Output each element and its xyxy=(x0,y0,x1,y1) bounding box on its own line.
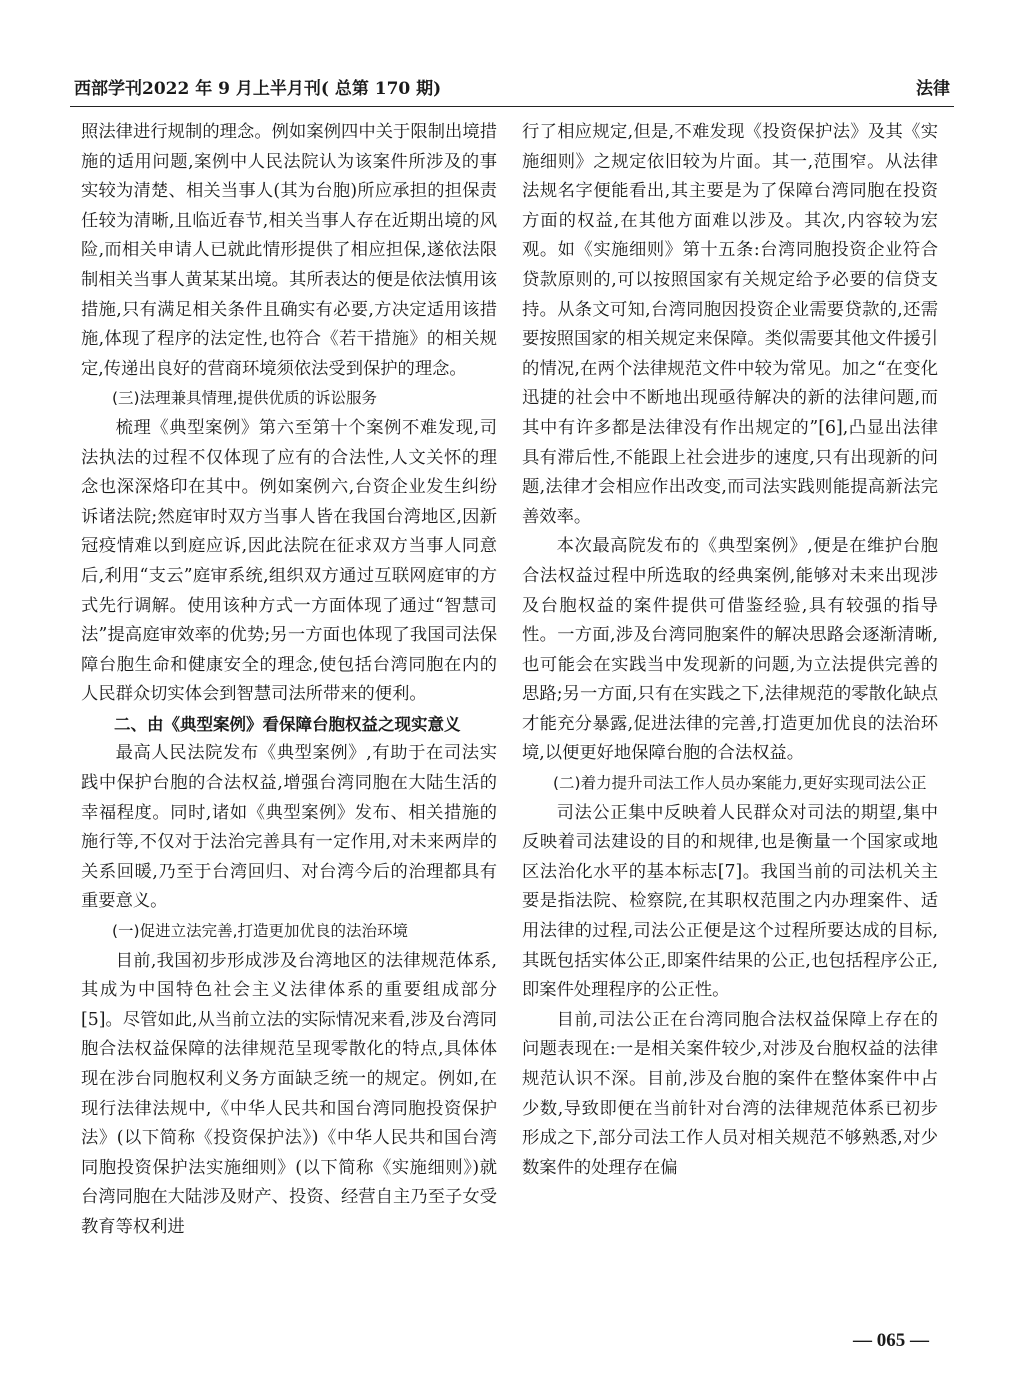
running-header xyxy=(70,74,954,100)
right-paragraph-2: 本次最高院发布的《典型案例》,便是在维护台胞合法权益过程中所选取的经典案例,能够对未来出现涉及台胞权益的案件提供可借鉴经验,具有较强的指导性。一方面,涉及台湾同胞案件的解决思路会逐渐清晰,也可能会在实践当中发现新的问题,为立法提供完善的思路;另一方面,只有在实践之下,法律规范的零散化缺点才能充分暴露,促进法律的完善,打造更加优良的法治环境,以便更好地保障台胞的合法权益。 xyxy=(522,536,938,764)
section-heading-2: 二、由《典型案例》看保障台胞权益之现实意义 xyxy=(114,714,461,734)
subheading-1: (一)促进立法完善,打造更加优良的法治环境 xyxy=(112,922,409,941)
right-paragraph-3: 司法公正集中反映着人民群众对司法的期望,集中反映着司法建设的目的和规律,也是衡量一个国家或地区法治化水平的基本标志[7]。我国当前的司法机关主要是指法院、检察院,在其职权范围之内办理案件、适用法律的过程,司法公正便是这个过程所要达成的目标,其既包括实体公正,即案件结果的公正,也包括程序公正,即案件处理程序的公正性。 xyxy=(522,802,938,1001)
journal-title: 西部学刊2022 年 9 月上半月刊( 总第 170 期) xyxy=(74,79,442,99)
header-rule xyxy=(70,106,954,107)
right-paragraph-1: 行了相应规定,但是,不难发现《投资保护法》及其《实施细则》之规定依旧较为片面。其一,范围窄。从法律法规名字便能看出,其主要是为了保障台湾同胞在投资方面的权益,在其他方面难以涉及。其次,内容较为宏观。如《实施细则》第十五条:台湾同胞投资企业符合贷款原则的,可以按照国家有关规定给予必要的信贷支持。从条文可知,台湾同胞因投资企业需要贷款的,还需要按照国家的相关规定来保障。类似需要其他文件援引的情况,在两个法律规范文件中较为常见。加之“在变化迅捷的社会中不断地出现亟待解决的新的法律问题,而其中有许多都是法律没有作出规定的”[6],凸显出法律具有滞后性,不能跟上社会进步的速度,只有出现新的问题,法律才会相应作出改变,而司法实践则能提高新法完善效率。 xyxy=(522,122,938,527)
left-paragraph-1: 照法律进行规制的理念。例如案例四中关于限制出境措施的适用问题,案例中人民法院认为该案件所涉及的事实较为清楚、相关当事人(其为台胞)所应承担的担保责任较为清晰,且临近春节,相关当事人存在近期出境的风险,而相关申请人已就此情形提供了相应担保,遂依法限制相关当事人黄某某出境。其所表达的便是依法慎用该措施,只有满足相关条件且确实有必要,方决定适用该措施,体现了程序的法定性,也符合《若干措施》的相关规定,传递出良好的营商环境须依法受到保护的理念。 xyxy=(81,122,497,379)
subheading-3: (三)法理兼具情理,提供优质的诉讼服务 xyxy=(112,389,378,408)
left-paragraph-4: 目前,我国初步形成涉及台湾地区的法律规范体系,其成为中国特色社会主义法律体系的重要组成部分[5]。尽管如此,从当前立法的实际情况来看,涉及台湾同胞合法权益保障的法律规范呈现零散化的特点,具体体现在涉台同胞权利义务方面缺乏统一的规定。例如,在现行法律法规中,《中华人民共和国台湾同胞投资保护法》(以下简称《投资保护法》)《中华人民共和国台湾同胞投资保护法实施细则》(以下简称《实施细则》)就台湾同胞在大陆涉及财产、投资、经营自主乃至子女受教育等权利进 xyxy=(81,950,497,1237)
right-paragraph-4: 目前,司法公正在台湾同胞合法权益保障上存在的问题表现在:一是相关案件较少,对涉及台胞权益的法律规范认识不深。目前,涉及台胞的案件在整体案件中占少数,导致即便在当前针对台湾的法律规范体系已初步形成之下,部分司法工作人员对相关规范不够熟悉,对少数案件的处理存在偏 xyxy=(522,1009,938,1178)
section-label: 法律 xyxy=(916,79,950,99)
left-column xyxy=(81,118,497,1318)
right-column xyxy=(522,118,938,1318)
left-paragraph-3: 最高人民法院发布《典型案例》,有助于在司法实践中保护台胞的合法权益,增强台湾同胞在大陆生活的幸福程度。同时,诸如《典型案例》发布、相关措施的施行等,不仅对于法治完善具有一定作用,对未来两岸的关系回暖,乃至于台湾回归、对台湾今后的治理都具有重要意义。 xyxy=(81,743,497,912)
subheading-2: (二)着力提升司法工作人员办案能力,更好实现司法公正 xyxy=(553,774,927,793)
page-number: — 065 — xyxy=(853,1330,929,1351)
left-paragraph-2: 梳理《典型案例》第六至第十个案例不难发现,司法执法的过程不仅体现了应有的合法性,人文关怀的理念也深深烙印在其中。例如案例六,台资企业发生纠纷诉诸法院;然庭审时双方当事人皆在我国台湾地区,因新冠疫情难以到庭应诉,因此法院在征求双方当事人同意后,利用“支云”庭审系统,组织双方通过互联网庭审的方式先行调解。使用该种方式一方面体现了通过“智慧司法”提高庭审效率的优势;另一方面也体现了我国司法保障台胞生命和健康安全的理念,使包括台湾同胞在内的人民群众切实体会到智慧司法所带来的便利。 xyxy=(81,417,497,705)
